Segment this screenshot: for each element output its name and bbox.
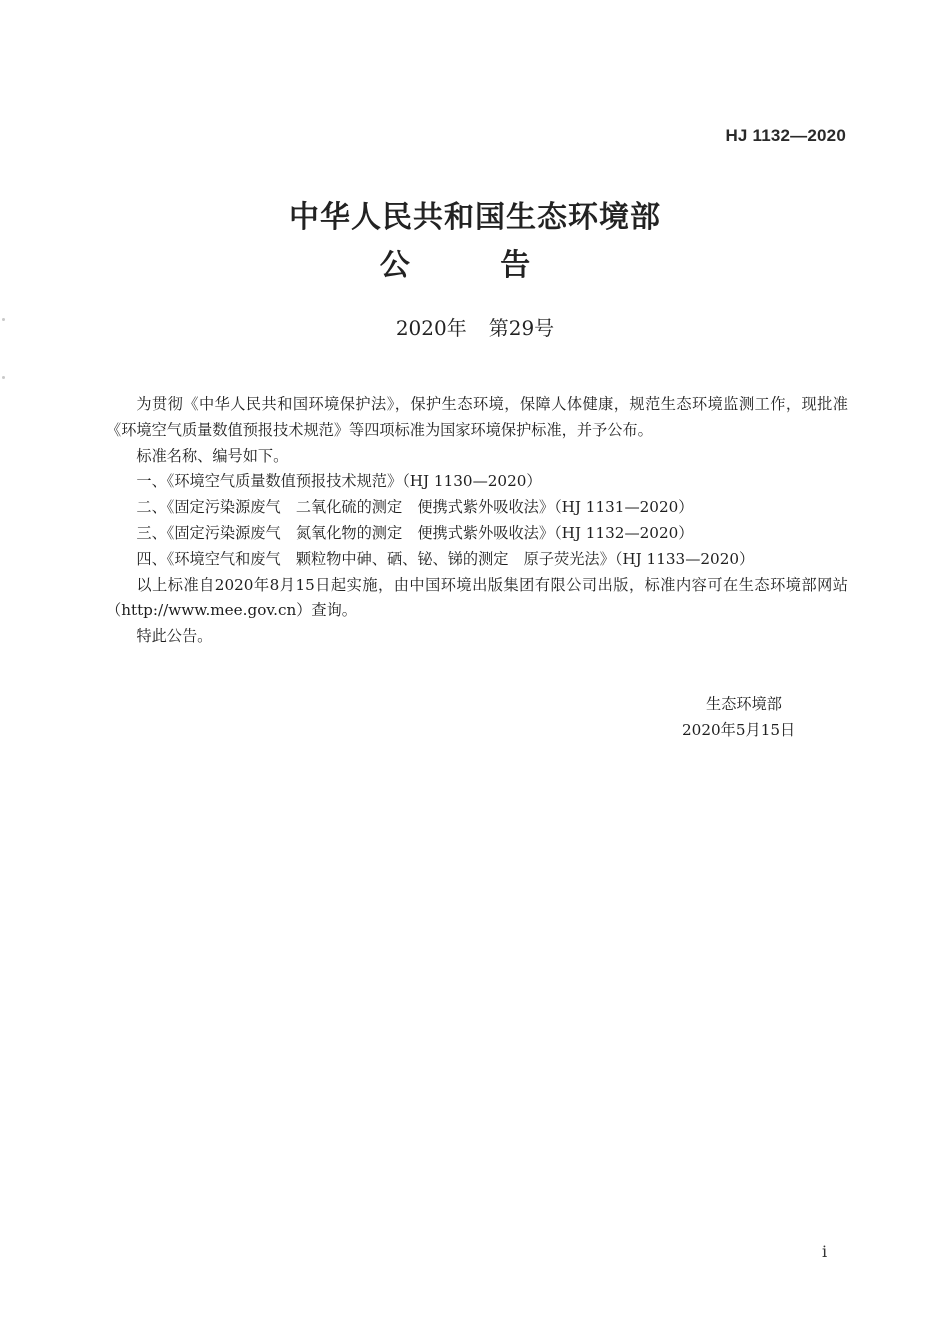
standard-list-item: 四、《环境空气和废气 颗粒物中砷、硒、铋、锑的测定 原子荧光法》（HJ 1133—2020） xyxy=(136,549,755,568)
signature-date: 2020年5月15日 xyxy=(682,720,796,739)
notice-issue-line xyxy=(0,312,950,341)
notice-number: 第29号 xyxy=(488,316,555,340)
scan-artifact xyxy=(2,376,5,379)
page-number: i xyxy=(822,1242,828,1261)
standard-list-item: 三、《固定污染源废气 氮氧化物的测定 便携式紫外吸收法》（HJ 1132—2020） xyxy=(136,523,694,542)
body-paragraph: 标准名称、编号如下。 xyxy=(136,446,289,465)
notice-title: 中华人民共和国生态环境部 xyxy=(289,200,661,235)
signature-organization: 生态环境部 xyxy=(706,695,782,713)
body-paragraph: 特此公告。 xyxy=(136,627,213,646)
standard-list-item: 一、《环境空气质量数值预报技术规范》（HJ 1130—2020） xyxy=(136,472,542,491)
standard-code: HJ 1132—2020 xyxy=(725,126,846,145)
notice-subtitle xyxy=(0,240,950,284)
standard-list-item: 二、《固定污染源废气 二氧化硫的测定 便携式紫外吸收法》（HJ 1131—2020） xyxy=(136,498,694,517)
signature-block xyxy=(660,692,840,744)
notice-year: 2020年 xyxy=(395,316,467,340)
notice-body xyxy=(106,392,848,650)
body-paragraph: 为贯彻《中华人民共和国环境保护法》，保护生态环境，保障人体健康，规范生态环境监测工作，现批准《环境空气质量数值预报技术规范》等四项标准为国家环境保护标准，并予公布。 xyxy=(106,395,848,439)
scan-artifact xyxy=(2,318,5,321)
notice-subtitle-text: 公 告 xyxy=(379,248,571,283)
body-paragraph: 以上标准自2020年8月15日起实施，由中国环境出版集团有限公司出版，标准内容可在生态环境部网站（http://www.mee.gov.cn）查询。 xyxy=(106,575,848,620)
